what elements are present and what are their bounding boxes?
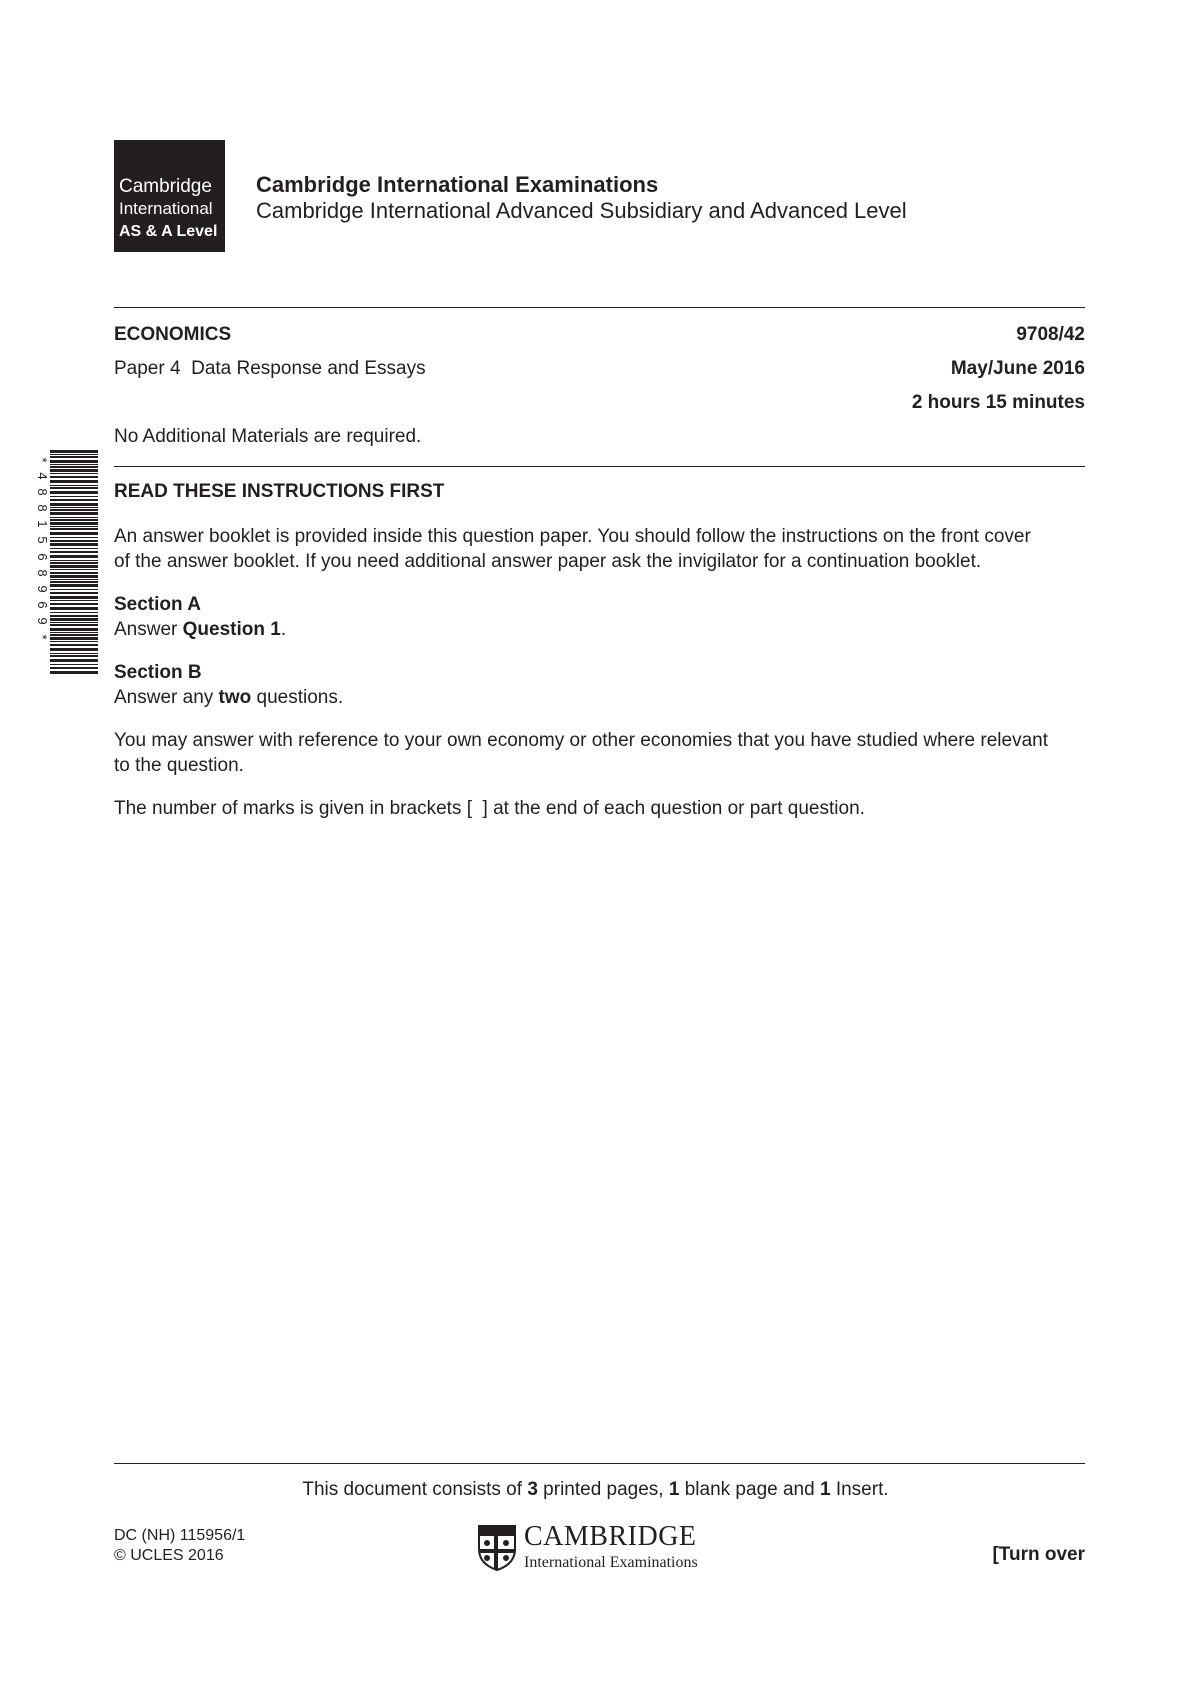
page-count-note: This document consists of 3 printed pages, 1 blank page and 1 Insert. [302,1479,889,1500]
barcode-digit: * [35,457,51,463]
subject-title: ECONOMICS [114,324,232,345]
barcode-digits [35,452,51,645]
materials-note: No Additional Materials are required. [114,426,422,447]
instructions-divider [114,466,1085,467]
paper-name: Paper 4 Data Response and Essays [114,358,426,379]
instructions-heading: READ THESE INSTRUCTIONS FIRST [114,481,445,502]
paper-code: 9708/42 [1016,324,1085,345]
org-name: Cambridge International Examinations [256,172,659,197]
section-b-text: Answer any two questions. [114,687,344,708]
logo-line-3: AS & A Level [119,223,218,240]
section-b [114,660,1094,710]
barcode-digit: 6 [35,552,51,561]
exam-session: May/June 2016 [950,358,1085,379]
reference-line-1: You may answer with reference to your own economy or other economies that you have studied where relevant [114,730,1048,751]
barcode-digit: 6 [35,601,51,609]
logo-line-2: International [119,199,213,218]
crest-icon [478,1525,516,1571]
intro-line-2: of the answer booklet. If you need additional answer paper ask the invigilator for a continuation booklet. [114,551,982,572]
cambridge-logo [114,140,225,252]
barcode-digit: * [35,634,51,640]
cambridge-wordmark: CAMBRIDGE [524,1521,697,1552]
cambridge-wordmark-subtitle: International Examinations [524,1554,698,1571]
org-subtitle: Cambridge International Advanced Subsidiary and Advanced Level [256,198,907,223]
barcode-digit: 8 [35,488,51,496]
section-a-text: Answer Question 1. [114,619,287,640]
barcode-digit: 1 [35,520,51,529]
section-a-title: Section A [114,594,201,615]
barcode [50,450,98,676]
intro-paragraph [114,524,1094,574]
logo-line-1: Cambridge [119,176,212,197]
reference-paragraph [114,728,1094,778]
barcode-digit: 9 [35,617,51,625]
footer-divider [114,1463,1085,1464]
barcode-digit: 9 [35,585,51,593]
reference-line-2: to the question. [114,755,244,776]
copyright: © UCLES 2016 [114,1547,224,1564]
intro-line-1: An answer booklet is provided inside this question paper. You should follow the instructions on the front cover [114,526,1031,547]
barcode-digit: 8 [35,504,51,512]
exam-duration: 2 hours 15 minutes [911,392,1085,413]
marks-note: The number of marks is given in brackets [ ] at the end of each question or part question. [114,798,865,819]
document-reference: DC (NH) 115956/1 [114,1527,246,1544]
barcode-digit: 5 [35,536,51,545]
barcode-digit: 8 [35,569,51,577]
section-b-title: Section B [114,662,202,683]
top-divider [114,307,1085,308]
section-a [114,592,1094,642]
turn-over-label: [Turn over [992,1544,1085,1565]
barcode-digit: 4 [35,472,51,480]
